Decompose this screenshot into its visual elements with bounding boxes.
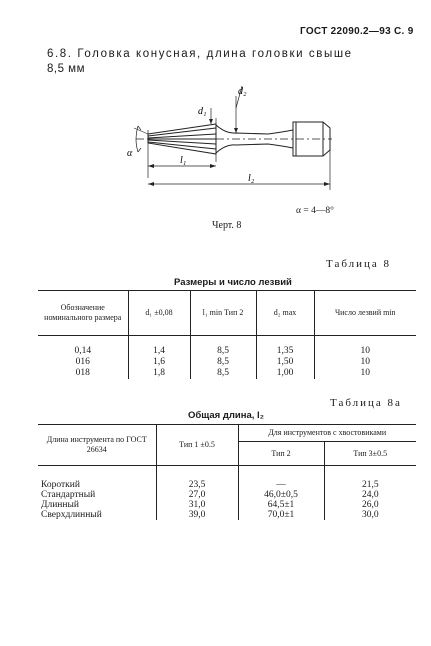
table-cell: 8,5 (190, 357, 256, 368)
table-cell: 39,0 (156, 510, 238, 520)
table-cell: 21,5 (324, 466, 416, 491)
tool-drawing (118, 78, 333, 193)
table-cell: Сверхдлинный (41, 510, 102, 520)
table8a-title: Общая длина, l₂ (188, 410, 264, 421)
l1-label: l₁ (180, 155, 187, 166)
table-cell: 016 (75, 357, 90, 367)
alpha-label: α (127, 148, 133, 159)
neck-bottom (216, 144, 293, 153)
table-cell: 1,6 (128, 357, 190, 368)
table8 (38, 290, 416, 379)
page-header: ГОСТ 22090.2—93 С. 9 (300, 26, 414, 37)
table-row (38, 510, 416, 520)
table-cell: 10 (314, 357, 416, 368)
table-cell: 26,0 (324, 500, 416, 510)
table8-header-cell: l₁ min Тип 2 (190, 291, 256, 336)
table-row (38, 336, 416, 358)
l2-label: l₂ (248, 173, 255, 184)
table8-label: Таблица 8 (326, 258, 392, 270)
table-cell: 1,35 (256, 336, 314, 358)
table-cell: 10 (314, 368, 416, 379)
table-cell: 0,14 (74, 346, 92, 356)
table-cell: 018 (75, 368, 90, 378)
table-cell: 31,0 (156, 500, 238, 510)
table-cell: 24,0 (324, 490, 416, 500)
table-cell: 46,0±0,5 (238, 490, 324, 500)
table8a-header-cell: Тип 2 (238, 442, 324, 466)
table-row (38, 357, 416, 368)
table8a-header-cell: Тип 3±0.5 (324, 442, 416, 466)
d1-label: d₁ (198, 106, 207, 117)
table-cell: Длинный (41, 500, 79, 510)
table8-title: Размеры и число лезвий (174, 277, 292, 288)
table8a-header-cell: Тип 1 ±0.5 (156, 425, 238, 466)
table8a-header-row (38, 425, 416, 442)
table8a-group-header: Для инструментов с хвостовиками (238, 425, 416, 442)
table8-header-cell: d₁ ±0,08 (128, 291, 190, 336)
table-cell: 70,0±1 (238, 510, 324, 520)
table8a-label: Таблица 8а (330, 397, 402, 409)
table-cell: Стандартный (41, 490, 96, 500)
table-cell: 1,8 (128, 368, 190, 379)
table-cell: 1,4 (128, 336, 190, 358)
table-cell: 1,50 (256, 357, 314, 368)
table8-header-cell: Число лезвий min (314, 291, 416, 336)
figure-caption: Черт. 8 (212, 220, 242, 231)
table-cell: 10 (314, 336, 416, 358)
neck-top (216, 125, 293, 134)
table8a (38, 424, 416, 520)
table-cell: 23,5 (156, 466, 238, 491)
table-row (38, 466, 416, 491)
table-cell: 64,5±1 (238, 500, 324, 510)
table-cell: Короткий (41, 480, 80, 490)
section-heading: 6.8. Головка конусная, длина головки свыше (47, 48, 353, 60)
table-cell: 30,0 (324, 510, 416, 520)
table-cell: 8,5 (190, 336, 256, 358)
table8-header-row (38, 291, 416, 336)
table-cell: 8,5 (190, 368, 256, 379)
section-heading-continued: 8,5 мм (47, 63, 85, 75)
table-row (38, 368, 416, 379)
table8-header-cell: d₂ max (256, 291, 314, 336)
table-cell: 27,0 (156, 490, 238, 500)
table-row (38, 490, 416, 500)
table-cell: — (238, 466, 324, 491)
alpha-note: α = 4—8° (296, 206, 334, 216)
table-row (38, 500, 416, 510)
d2-label: d₂ (238, 86, 247, 97)
table8a-header-cell: Длина инструмента по ГОСТ 26634 (38, 425, 156, 466)
table-cell: 1,00 (256, 368, 314, 379)
table8-header-cell: Обозначение номинального размера (38, 291, 128, 336)
